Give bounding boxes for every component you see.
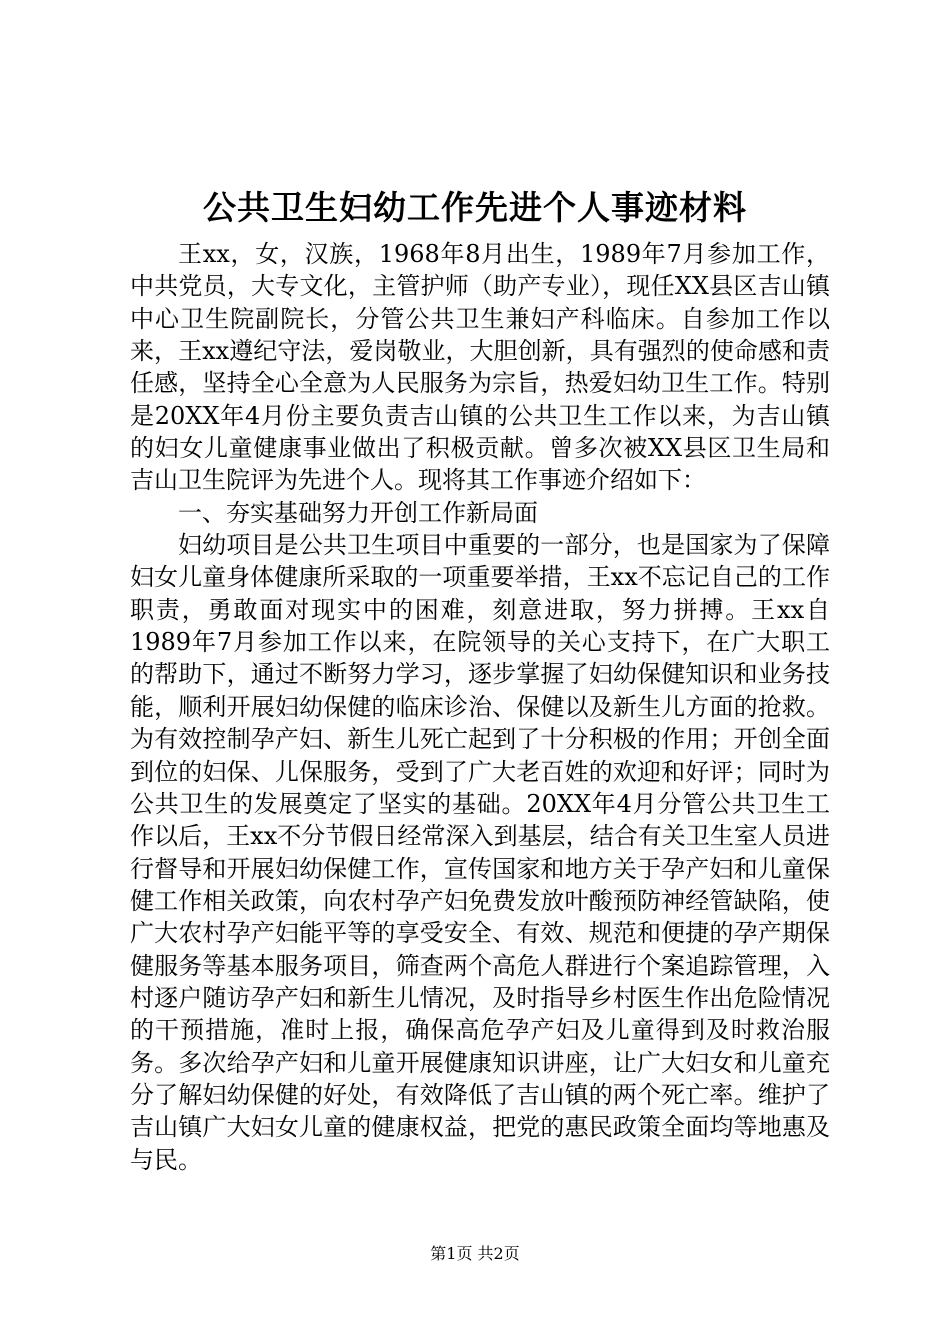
paragraph-section-1: 妇幼项目是公共卫生项目中重要的一部分，也是国家为了保障妇女儿童身体健康所采取的一项重要举措，王xx不忘记自己的工作职责，勇敢面对现实中的困难，刻意进取，努力拼搏。王xx自1989年7月参加工作以来，在院领导的关心支持下，在广大职工的帮助下，通过不断努力学习，逐步掌握了妇幼保健知识和业务技能，顺利开展妇幼保健的临床诊治、保健以及新生儿方面的抢救。为有效控制孕产妇、新生儿死亡起到了十分积极的作用；开创全面到位的妇保、儿保服务，受到了广大老百姓的欢迎和好评；同时为公共卫生的发展奠定了坚实的基础。20XX年4月分管公共卫生工作以后，王xx不分节假日经常深入到基层，结合有关卫生室人员进行督导和开展妇幼保健工作，宣传国家和地方关于孕产妇和儿童保健工作相关政策，向农村孕产妇免费发放叶酸预防神经管缺陷，使广大农村孕产妇能平等的享受安全、有效、规范和便捷的孕产期保健服务等基本服务项目，筛查两个高危人群进行个案追踪管理，入村逐户随访孕产妇和新生儿情况，及时指导乡村医生作出危险情况的干预措施，准时上报，确保高危孕产妇及儿童得到及时救治服务。多次给孕产妇和儿童开展健康知识讲座，让广大妇女和儿童充分了解妇幼保健的好处，有效降低了吉山镇的两个死亡率。维护了吉山镇广大妇女儿童的健康权益，把党的惠民政策全面均等地惠及与民。 — [130, 531, 830, 1174]
document-body — [130, 238, 830, 1176]
document-title: 公共卫生妇幼工作先进个人事迹材料 — [203, 188, 747, 227]
section-heading: 一、夯实基础努力开创工作新局面 — [178, 498, 538, 527]
paragraph-intro: 王xx，女，汉族，1968年8月出生，1989年7月参加工作，中共党员，大专文化，主管护师（助产专业），现任XX县区吉山镇中心卫生院副院长，分管公共卫生兼妇产科临床。自参加工作以来，王xx遵纪守法，爱岗敬业，大胆创新，具有强烈的使命感和责任感，坚持全心全意为人民服务为宗旨，热爱妇幼卫生工作。特别是20XX年4月份主要负责吉山镇的公共卫生工作以来，为吉山镇的妇女儿童健康事业做出了积极贡献。曾多次被XX县区卫生局和吉山卫生院评为先进个人。现将其工作事迹介绍如下： — [130, 240, 830, 495]
page-number-footer: 第1页 共2页 — [430, 1244, 520, 1263]
